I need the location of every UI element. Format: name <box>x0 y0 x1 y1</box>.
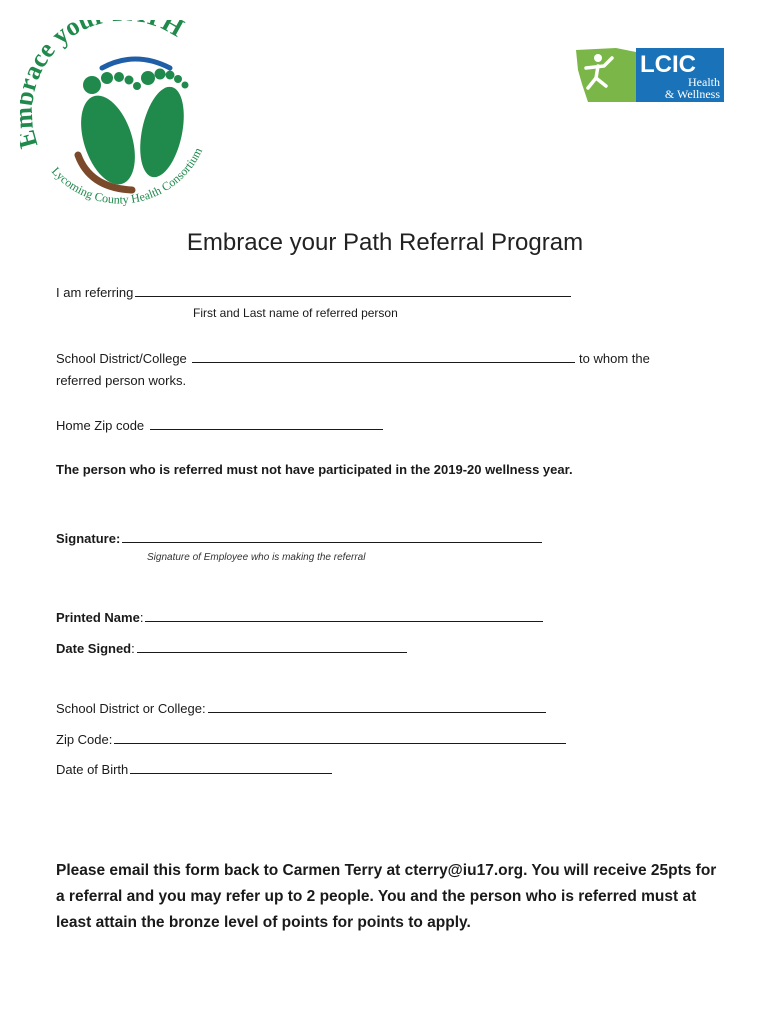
logo-word-path: H <box>157 20 189 43</box>
embrace-your-path-logo <box>20 20 220 220</box>
date-signed-field[interactable] <box>137 640 407 653</box>
page-title: Embrace your Path Referral Program <box>186 229 584 256</box>
school-row <box>56 350 650 366</box>
printed-name-label: Printed Name <box>56 610 140 625</box>
referring-row <box>56 284 571 300</box>
dob-field[interactable] <box>130 761 332 774</box>
home-zip-field[interactable] <box>150 417 383 430</box>
school-suffix: to whom the <box>579 351 650 366</box>
zip2-row <box>56 731 566 747</box>
referring-name-field[interactable] <box>135 284 571 297</box>
lcic-health-text: Health <box>688 75 720 89</box>
zip-row <box>56 417 383 433</box>
lcic-acronym: LCIC <box>640 51 696 78</box>
school-label: School District/College <box>56 351 187 366</box>
signature-row <box>56 530 542 546</box>
signature-label: Signature: <box>56 531 121 546</box>
zip-label: Home Zip code <box>56 418 145 433</box>
printed-name-row <box>56 609 543 625</box>
school2-label: School District or College: <box>56 701 206 716</box>
dob-label: Date of Birth <box>56 762 129 777</box>
date-signed-row <box>56 640 407 656</box>
logo-word-your: yo <box>46 20 85 51</box>
footer-instructions: Please email this form back to Carmen Terry at cterry@iu17.org. You will receive 25pts for a referral and you may refer up to 2 people. You and the person who is referred must at least attain the bronze level of points for points to apply. <box>56 862 717 931</box>
logo-consortium-text: Lycoming County Health Consortium <box>48 145 206 207</box>
date-signed-label: Date Signed <box>56 641 132 656</box>
printed-name-colon: : <box>139 610 144 625</box>
lcic-logo <box>574 44 726 106</box>
lcic-wellness-text: & Wellness <box>664 87 720 101</box>
footprints-icon <box>20 20 220 220</box>
dob-row <box>56 761 332 777</box>
school-district-field[interactable] <box>192 350 575 363</box>
referring-label: I am referring <box>56 285 134 300</box>
eligibility-notice: The person who is referred must not have participated in the 2019-20 wellness year. <box>56 462 573 477</box>
school-line2: referred person works. <box>56 373 187 388</box>
school2-row <box>56 700 546 716</box>
lcic-logo-graphic <box>574 44 726 106</box>
signature-caption: Signature of Employee who is making the referral <box>147 552 366 563</box>
logo-word-embrace: ce <box>23 35 61 73</box>
zip2-field[interactable] <box>114 731 566 744</box>
signature-field[interactable] <box>122 530 542 543</box>
school2-field[interactable] <box>208 700 546 713</box>
referring-caption: First and Last name of referred person <box>193 306 398 320</box>
printed-name-field[interactable] <box>145 609 543 622</box>
zip2-label: Zip Code: <box>56 732 113 747</box>
date-signed-colon: : <box>131 641 135 656</box>
